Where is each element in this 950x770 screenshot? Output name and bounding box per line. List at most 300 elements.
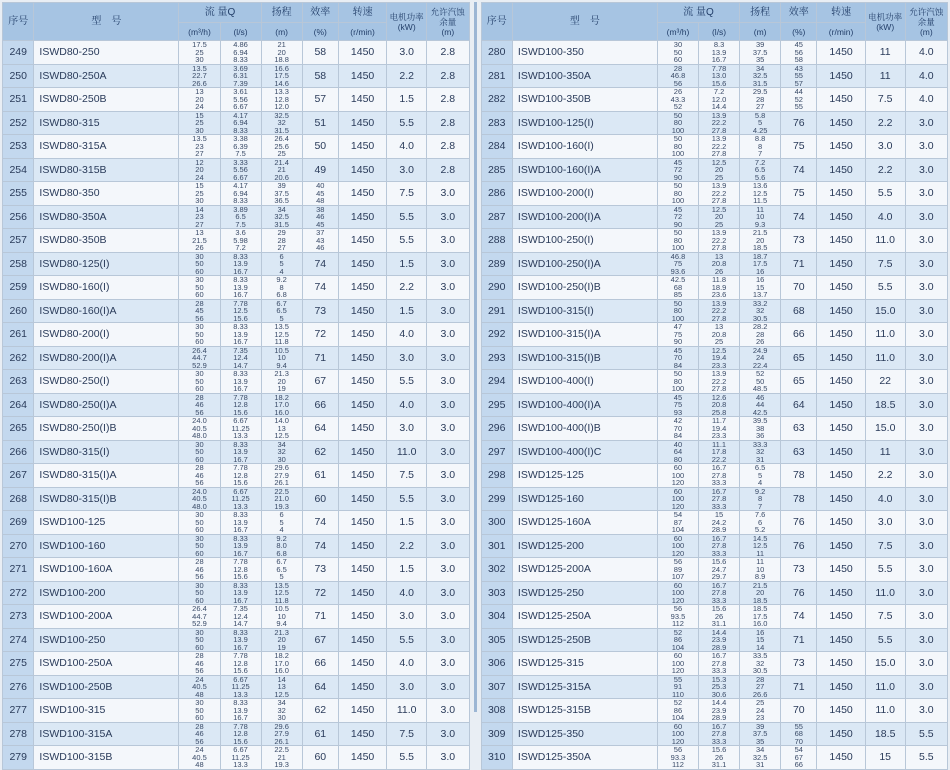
speed-cell: 1450: [817, 487, 865, 511]
head-cell: 10.5 10 9.4: [261, 346, 302, 370]
flow-m3h-cell: 50 80 100: [657, 111, 698, 135]
head-cell: 52 50 48.5: [740, 370, 781, 394]
model-cell: ISWD100-350B: [512, 88, 657, 112]
table-row: [481, 558, 948, 582]
speed-cell: 1450: [338, 746, 386, 770]
power-cell: 1.5: [387, 511, 427, 535]
head-cell: 21.5 20 18.5: [740, 581, 781, 605]
npsh-cell: 3.0: [427, 534, 469, 558]
table-row: [3, 605, 470, 629]
row-number: 252: [3, 111, 34, 135]
head-cell: 18.7 17.5 16: [740, 252, 781, 276]
flow-m3h-cell: 12 20 24: [179, 158, 220, 182]
model-cell: ISWD125-350: [512, 722, 657, 746]
flow-ls-cell: 8.33 13.9 16.7: [220, 323, 261, 347]
header-model: 型 号: [34, 3, 179, 41]
npsh-cell: 4.0: [905, 41, 947, 65]
model-cell: ISWD100-315A: [34, 722, 179, 746]
power-cell: 2.2: [387, 276, 427, 300]
row-number: 256: [3, 205, 34, 229]
efficiency-cell: 49: [302, 158, 338, 182]
speed-cell: 1450: [338, 675, 386, 699]
efficiency-cell: 67: [302, 370, 338, 394]
row-number: 304: [481, 605, 512, 629]
speed-cell: 1450: [338, 370, 386, 394]
power-cell: 11.0: [387, 699, 427, 723]
power-cell: 11.0: [865, 581, 905, 605]
power-cell: 18.5: [865, 393, 905, 417]
row-number: 307: [481, 675, 512, 699]
speed-cell: 1450: [817, 581, 865, 605]
row-number: 290: [481, 276, 512, 300]
efficiency-cell: 37 43 46: [302, 229, 338, 253]
table-row: [481, 158, 948, 182]
row-number: 261: [3, 323, 34, 347]
power-cell: 1.5: [387, 558, 427, 582]
row-number: 305: [481, 628, 512, 652]
efficiency-cell: 75: [781, 135, 817, 159]
row-number: 286: [481, 182, 512, 206]
flow-m3h-cell: 60 100 120: [657, 534, 698, 558]
row-number: 267: [3, 464, 34, 488]
row-number: 285: [481, 158, 512, 182]
npsh-cell: 3.0: [427, 393, 469, 417]
power-cell: 5.5: [387, 111, 427, 135]
speed-cell: 1450: [338, 205, 386, 229]
efficiency-cell: 73: [302, 558, 338, 582]
speed-cell: 1450: [338, 417, 386, 441]
model-cell: ISWD125-350A: [512, 746, 657, 770]
flow-m3h-cell: 50 80 100: [657, 229, 698, 253]
power-cell: 7.5: [865, 252, 905, 276]
table-row: [3, 88, 470, 112]
row-number: 279: [3, 746, 34, 770]
header-power: [865, 3, 905, 41]
table-row: [481, 511, 948, 535]
model-cell: ISWD80-315A: [34, 135, 179, 159]
flow-ls-cell: 3.89 6.5 7.5: [220, 205, 261, 229]
head-cell: 21.3 20 19: [261, 628, 302, 652]
table-row: [3, 628, 470, 652]
power-cell: 2.2: [387, 64, 427, 88]
speed-cell: 1450: [817, 64, 865, 88]
flow-ls-cell: 7.78 12.8 15.6: [220, 558, 261, 582]
flow-ls-cell: 12.6 20.8 25.8: [699, 393, 740, 417]
efficiency-cell: 65: [781, 370, 817, 394]
flow-ls-cell: 11.7 19.4 23.3: [699, 417, 740, 441]
head-cell: 25 24 23: [740, 699, 781, 723]
table-row: [3, 722, 470, 746]
npsh-cell: 3.0: [427, 182, 469, 206]
npsh-cell: 3.0: [427, 323, 469, 347]
efficiency-cell: 71: [781, 252, 817, 276]
table-row: [3, 652, 470, 676]
flow-m3h-cell: 50 80 100: [657, 182, 698, 206]
row-number: 281: [481, 64, 512, 88]
efficiency-cell: 76: [781, 534, 817, 558]
table-row: [481, 628, 948, 652]
npsh-cell: 3.0: [905, 299, 947, 323]
table-row: [3, 252, 470, 276]
power-cell: 11: [865, 64, 905, 88]
speed-cell: 1450: [817, 722, 865, 746]
table-row: [481, 605, 948, 629]
efficiency-cell: 78: [781, 487, 817, 511]
head-cell: 7.2 6.5 5.6: [740, 158, 781, 182]
npsh-cell: 3.0: [905, 276, 947, 300]
flow-ls-cell: 4.86 6.94 8.33: [220, 41, 261, 65]
npsh-cell: 3.0: [427, 605, 469, 629]
model-cell: ISWD80-250(I): [34, 370, 179, 394]
flow-ls-cell: 7.78 12.8 15.6: [220, 652, 261, 676]
power-cell: 5.5: [387, 487, 427, 511]
head-cell: 39 37.5 36.5: [261, 182, 302, 206]
header-model: 型 号: [512, 3, 657, 41]
flow-m3h-cell: 30 50 60: [179, 440, 220, 464]
speed-cell: 1450: [817, 370, 865, 394]
flow-m3h-cell: 30 50 60: [179, 581, 220, 605]
flow-ls-cell: 13 20.8 25: [699, 323, 740, 347]
table-row: [3, 746, 470, 770]
head-cell: 22.5 21 19.3: [261, 746, 302, 770]
flow-ls-cell: 8.33 13.9 16.7: [220, 511, 261, 535]
npsh-cell: 3.0: [905, 628, 947, 652]
row-number: 276: [3, 675, 34, 699]
flow-ls-cell: 13.9 22.2 27.8: [699, 111, 740, 135]
row-number: 274: [3, 628, 34, 652]
speed-cell: 1450: [338, 88, 386, 112]
npsh-cell: 3.0: [427, 464, 469, 488]
head-cell: 21.3 20 19: [261, 370, 302, 394]
head-cell: 22.5 21.0 19.3: [261, 487, 302, 511]
head-cell: 34 32 30: [261, 699, 302, 723]
head-cell: 11 10 8.9: [740, 558, 781, 582]
header-flow-unit-ls: (l/s): [699, 23, 740, 41]
model-cell: ISWD100-400(I)B: [512, 417, 657, 441]
header-head: 扬程: [261, 3, 302, 23]
row-number: 253: [3, 135, 34, 159]
npsh-cell: 4.0: [905, 64, 947, 88]
table-row: [3, 370, 470, 394]
head-cell: 6 5 4: [261, 511, 302, 535]
power-cell: 7.5: [865, 88, 905, 112]
flow-m3h-cell: 24 40.5 48: [179, 675, 220, 699]
table-row: [481, 229, 948, 253]
efficiency-cell: 73: [781, 652, 817, 676]
npsh-cell: 3.0: [905, 205, 947, 229]
model-cell: ISWD125-200A: [512, 558, 657, 582]
row-number: 265: [3, 417, 34, 441]
table-row: [481, 417, 948, 441]
power-cell: 5.5: [387, 229, 427, 253]
head-cell: 29.6 27.9 26.1: [261, 464, 302, 488]
flow-m3h-cell: 30 50 60: [657, 41, 698, 65]
row-number: 283: [481, 111, 512, 135]
flow-m3h-cell: 54 87 104: [657, 511, 698, 535]
power-cell: 15.0: [865, 417, 905, 441]
row-number: 260: [3, 299, 34, 323]
efficiency-cell: 45 56 58: [781, 41, 817, 65]
row-number: 250: [3, 64, 34, 88]
npsh-cell: 2.8: [427, 64, 469, 88]
flow-m3h-cell: 13 20 24: [179, 88, 220, 112]
row-number: 270: [3, 534, 34, 558]
power-cell: 1.5: [387, 299, 427, 323]
flow-ls-cell: 8.33 13.9 16.7: [220, 370, 261, 394]
header-head: 扬程: [740, 3, 781, 23]
power-cell: 5.5: [865, 628, 905, 652]
head-cell: 9.2 8.0 6.8: [261, 534, 302, 558]
head-cell: 13.3 12.8 12.0: [261, 88, 302, 112]
model-cell: ISWD100-200: [34, 581, 179, 605]
table-row: [3, 417, 470, 441]
head-cell: 18.5 17.5 16.0: [740, 605, 781, 629]
flow-ls-cell: 8.33 13.9 16.7: [220, 534, 261, 558]
head-cell: 16.6 17.5 14.6: [261, 64, 302, 88]
flow-m3h-cell: 26.4 44.7 52.9: [179, 605, 220, 629]
npsh-cell: 3.0: [427, 699, 469, 723]
row-number: 301: [481, 534, 512, 558]
efficiency-cell: 51: [302, 111, 338, 135]
speed-cell: 1450: [338, 323, 386, 347]
flow-ls-cell: 8.3 13.9 16.7: [699, 41, 740, 65]
efficiency-cell: 50: [302, 135, 338, 159]
efficiency-cell: 71: [302, 605, 338, 629]
row-number: 298: [481, 464, 512, 488]
table-row: [481, 581, 948, 605]
npsh-cell: 3.0: [905, 370, 947, 394]
head-cell: 10.5 10 9.4: [261, 605, 302, 629]
flow-m3h-cell: 60 100 120: [657, 652, 698, 676]
head-cell: 14.5 12.5 11: [740, 534, 781, 558]
flow-ls-cell: 16.7 27.8 33.3: [699, 487, 740, 511]
flow-m3h-cell: 45 72 90: [657, 205, 698, 229]
model-cell: ISWD80-315B: [34, 158, 179, 182]
npsh-cell: 3.0: [905, 182, 947, 206]
table-row: [481, 88, 948, 112]
row-number: 277: [3, 699, 34, 723]
speed-cell: 1450: [338, 628, 386, 652]
flow-ls-cell: 7.78 12.8 15.6: [220, 464, 261, 488]
model-cell: ISWD80-160(I)A: [34, 299, 179, 323]
speed-cell: 1450: [338, 299, 386, 323]
power-cell: 3.0: [387, 158, 427, 182]
power-cell: 18.5: [865, 722, 905, 746]
flow-ls-cell: 14.4 23.9 28.9: [699, 628, 740, 652]
flow-ls-cell: 7.78 12.8 15.6: [220, 722, 261, 746]
npsh-cell: 3.0: [905, 229, 947, 253]
power-cell: 5.5: [387, 205, 427, 229]
table-row: [3, 41, 470, 65]
power-cell: 7.5: [865, 605, 905, 629]
npsh-cell: 3.0: [427, 558, 469, 582]
power-cell: 2.2: [865, 158, 905, 182]
header-flow-unit-m3h: (m³/h): [179, 23, 220, 41]
row-number: 308: [481, 699, 512, 723]
npsh-cell: 2.8: [427, 88, 469, 112]
flow-m3h-cell: 45 75 93: [657, 393, 698, 417]
efficiency-cell: 74: [302, 511, 338, 535]
flow-ls-cell: 7.78 12.5 15.6: [220, 299, 261, 323]
efficiency-cell: 76: [781, 111, 817, 135]
speed-cell: 1450: [817, 346, 865, 370]
flow-m3h-cell: 30 50 60: [179, 370, 220, 394]
table-row: [481, 135, 948, 159]
power-cell: 5.5: [865, 182, 905, 206]
table-row: [3, 64, 470, 88]
efficiency-cell: 66: [781, 323, 817, 347]
npsh-cell: 3.0: [427, 299, 469, 323]
npsh-cell: 3.0: [905, 135, 947, 159]
efficiency-cell: 74: [781, 205, 817, 229]
npsh-cell: 3.0: [905, 346, 947, 370]
flow-ls-cell: 3.38 6.39 7.5: [220, 135, 261, 159]
flow-ls-cell: 13.9 22.2 27.8: [699, 135, 740, 159]
efficiency-cell: 76: [781, 511, 817, 535]
model-cell: ISWD100-200A: [34, 605, 179, 629]
flow-ls-cell: 15.6 24.7 29.7: [699, 558, 740, 582]
header-npsh-label: 允许汽蚀余量: [909, 6, 944, 27]
flow-ls-cell: 16.7 27.8 33.3: [699, 464, 740, 488]
flow-ls-cell: 13.9 22.2 27.8: [699, 370, 740, 394]
head-cell: 39 37.5 35: [740, 722, 781, 746]
flow-ls-cell: 13.9 22.2 27.8: [699, 182, 740, 206]
flow-m3h-cell: 56 89 107: [657, 558, 698, 582]
npsh-cell: 3.0: [905, 323, 947, 347]
row-number: 271: [3, 558, 34, 582]
head-cell: 13.5 12.5 11.8: [261, 581, 302, 605]
header-npsh-unit: (m): [919, 26, 933, 37]
row-number: 258: [3, 252, 34, 276]
npsh-cell: 3.0: [427, 229, 469, 253]
power-cell: 3.0: [865, 135, 905, 159]
row-number: 251: [3, 88, 34, 112]
head-cell: 46 44 42.5: [740, 393, 781, 417]
header-efficiency: 效率: [302, 3, 338, 23]
head-cell: 14.0 13 12.5: [261, 417, 302, 441]
table-row: [481, 252, 948, 276]
speed-cell: 1450: [817, 534, 865, 558]
row-number: 309: [481, 722, 512, 746]
speed-cell: 1450: [817, 464, 865, 488]
table-row: [481, 205, 948, 229]
flow-ls-cell: 14.4 23.9 28.9: [699, 699, 740, 723]
power-cell: 11.0: [865, 346, 905, 370]
efficiency-cell: 65: [781, 346, 817, 370]
npsh-cell: 3.0: [905, 158, 947, 182]
left-table-body: [3, 41, 470, 770]
head-cell: 28 27 26.6: [740, 675, 781, 699]
table-row: [481, 534, 948, 558]
speed-cell: 1450: [817, 605, 865, 629]
efficiency-cell: 44 52 55: [781, 88, 817, 112]
model-cell: ISWD100-400(I)A: [512, 393, 657, 417]
speed-cell: 1450: [817, 746, 865, 770]
speed-cell: 1450: [338, 41, 386, 65]
flow-m3h-cell: 45 70 84: [657, 346, 698, 370]
table-row: [3, 346, 470, 370]
header-flow: 流 量Q: [179, 3, 261, 23]
speed-cell: 1450: [338, 135, 386, 159]
table-row: [3, 323, 470, 347]
model-cell: ISWD100-315: [34, 699, 179, 723]
speed-cell: 1450: [338, 393, 386, 417]
flow-ls-cell: 13 20.8 26: [699, 252, 740, 276]
head-cell: 21 20 18.8: [261, 41, 302, 65]
model-cell: ISWD100-160: [34, 534, 179, 558]
row-number: 302: [481, 558, 512, 582]
head-cell: 16 15 13.7: [740, 276, 781, 300]
power-cell: 5.5: [865, 276, 905, 300]
npsh-cell: 3.0: [427, 417, 469, 441]
npsh-cell: 3.0: [905, 440, 947, 464]
table-row: [481, 323, 948, 347]
row-number: 296: [481, 417, 512, 441]
head-cell: 24.9 24 22.4: [740, 346, 781, 370]
npsh-cell: 3.0: [905, 605, 947, 629]
efficiency-cell: 64: [302, 675, 338, 699]
pump-spec-table-right: [481, 2, 949, 770]
row-number: 300: [481, 511, 512, 535]
head-cell: 33.2 32 30.5: [740, 299, 781, 323]
model-cell: ISWD80-125(I): [34, 252, 179, 276]
head-cell: 34 32.5 31: [740, 746, 781, 770]
flow-m3h-cell: 28 46.8 56: [657, 64, 698, 88]
header-seq: 序号: [3, 3, 34, 41]
model-cell: ISWD125-250A: [512, 605, 657, 629]
head-cell: 39.5 38 36: [740, 417, 781, 441]
power-cell: 11.0: [865, 229, 905, 253]
header-speed: 转速: [338, 3, 386, 23]
speed-cell: 1450: [817, 675, 865, 699]
flow-ls-cell: 8.33 13.9 16.7: [220, 699, 261, 723]
power-cell: 3.0: [865, 511, 905, 535]
head-cell: 28.2 28 26: [740, 323, 781, 347]
speed-cell: 1450: [817, 652, 865, 676]
row-number: 249: [3, 41, 34, 65]
table-row: [481, 746, 948, 770]
speed-cell: 1450: [817, 440, 865, 464]
header-flow: 流 量Q: [657, 3, 739, 23]
model-cell: ISWD125-160: [512, 487, 657, 511]
flow-m3h-cell: 30 50 60: [179, 323, 220, 347]
model-cell: ISWD80-350: [34, 182, 179, 206]
power-cell: 11.0: [865, 675, 905, 699]
model-cell: ISWD80-315(I): [34, 440, 179, 464]
head-cell: 6 5 4: [261, 252, 302, 276]
flow-m3h-cell: 28 46 56: [179, 652, 220, 676]
flow-m3h-cell: 50 80 100: [657, 370, 698, 394]
efficiency-cell: 66: [302, 393, 338, 417]
model-cell: ISWD125-315A: [512, 675, 657, 699]
npsh-cell: 3.0: [427, 487, 469, 511]
flow-m3h-cell: 60 100 120: [657, 464, 698, 488]
flow-m3h-cell: 14 23 27: [179, 205, 220, 229]
row-number: 269: [3, 511, 34, 535]
head-cell: 18.2 17.0 16.0: [261, 393, 302, 417]
table-row: [3, 229, 470, 253]
npsh-cell: 3.0: [427, 581, 469, 605]
table-row: [3, 699, 470, 723]
table-row: [481, 675, 948, 699]
head-cell: 29 28 27: [261, 229, 302, 253]
efficiency-cell: 72: [302, 323, 338, 347]
flow-ls-cell: 12.5 20 25: [699, 158, 740, 182]
head-cell: 21.4 21 20.6: [261, 158, 302, 182]
header-efficiency: 效率: [781, 3, 817, 23]
speed-cell: 1450: [338, 558, 386, 582]
model-cell: ISWD125-250B: [512, 628, 657, 652]
